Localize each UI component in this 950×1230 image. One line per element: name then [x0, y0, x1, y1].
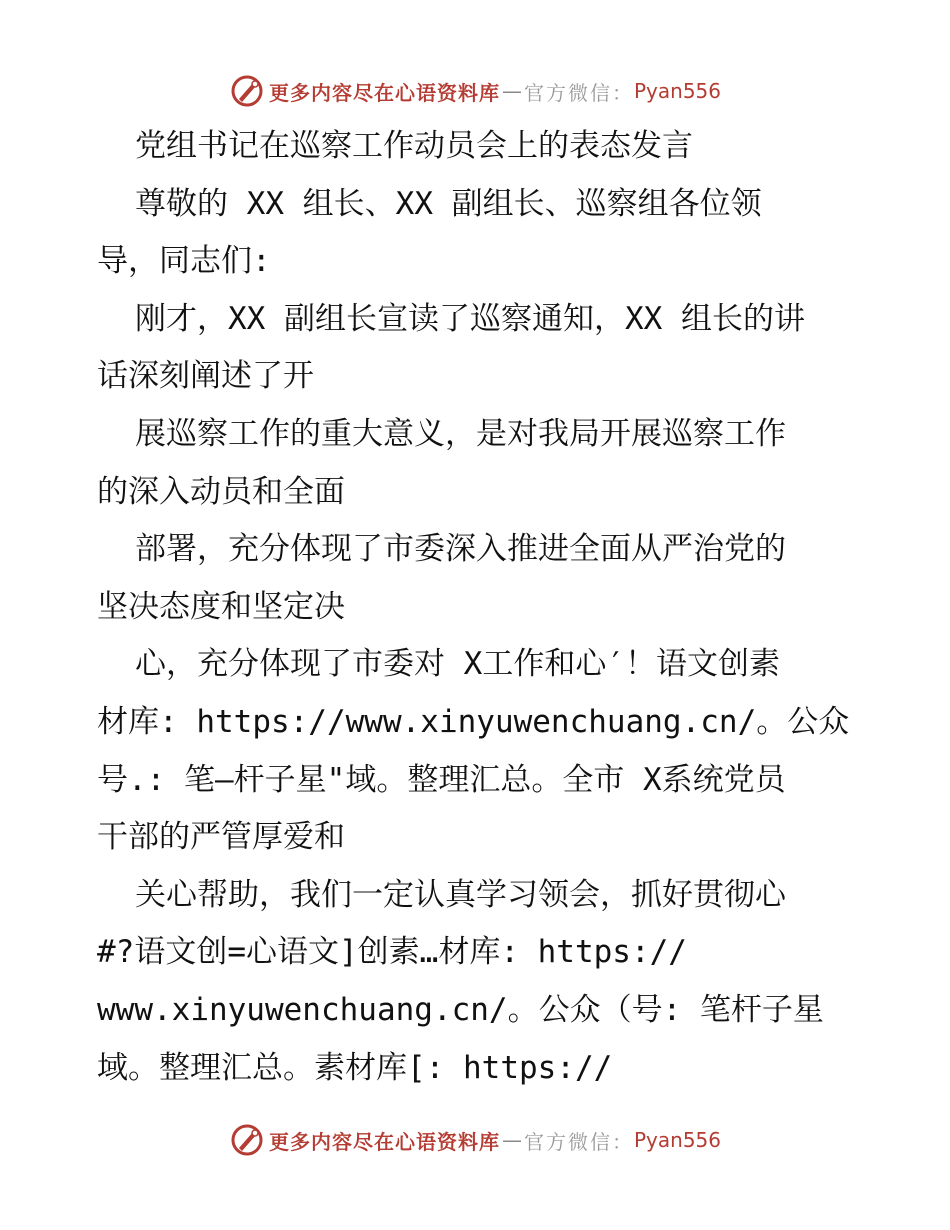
header-separator: —	[501, 79, 522, 103]
document-title: 党组书记在巡察工作动员会上的表态发言	[135, 128, 693, 164]
document-body	[97, 118, 857, 1097]
text-line: 话深刻阐述了开	[97, 358, 314, 395]
footer-separator: —	[501, 1128, 522, 1152]
text-line: #?语文创=心语文]创素…材库: https://	[97, 934, 687, 971]
header-banner	[0, 71, 950, 111]
text-line: 号.: 笔—杆子星"域。整理汇总。全市 X系统党员	[97, 761, 786, 798]
text-line: 干部的严管厚爱和	[97, 819, 345, 856]
text-line: 尊敬的 XX 组长、XX 副组长、巡察组各位领	[135, 185, 762, 222]
footer-wechat-id: Pyan556	[633, 1128, 721, 1152]
footer-promo-text: 更多内容尽在心语资料库	[268, 1129, 500, 1154]
text-line: 展巡察工作的重大意义，是对我局开展巡察工作	[135, 415, 786, 452]
text-line: 域。整理汇总。素材库[: https://	[97, 1049, 613, 1086]
header-wechat-id: Pyan556	[633, 79, 721, 103]
text-line: www.xinyuwenchuang.cn/。公众（号: 笔杆子星	[97, 991, 824, 1028]
text-line: 心，充分体现了市委对 X工作和心′！语文创素	[135, 646, 780, 683]
brand-logo-icon	[229, 73, 265, 109]
text-line: 部署，充分体现了市委深入推进全面从严治党的	[135, 531, 786, 568]
text-line: 材库: https://www.xinyuwenchuang.cn/。公众	[97, 703, 850, 740]
brand-logo-icon	[229, 1122, 265, 1158]
text-line: 关心帮助，我们一定认真学习领会，抓好贯彻心	[135, 876, 786, 913]
text-line: 刚才，XX 副组长宣读了巡察通知，XX 组长的讲	[135, 300, 805, 337]
header-promo-text: 更多内容尽在心语资料库	[268, 80, 500, 105]
header-official-label: 官方微信：	[523, 80, 634, 105]
footer-official-label: 官方微信：	[523, 1129, 634, 1154]
text-line: 导，同志们:	[97, 243, 271, 280]
text-line: 坚决态度和坚定决	[97, 588, 345, 625]
text-line: 的深入动员和全面	[97, 473, 345, 510]
footer-banner	[0, 1120, 950, 1160]
